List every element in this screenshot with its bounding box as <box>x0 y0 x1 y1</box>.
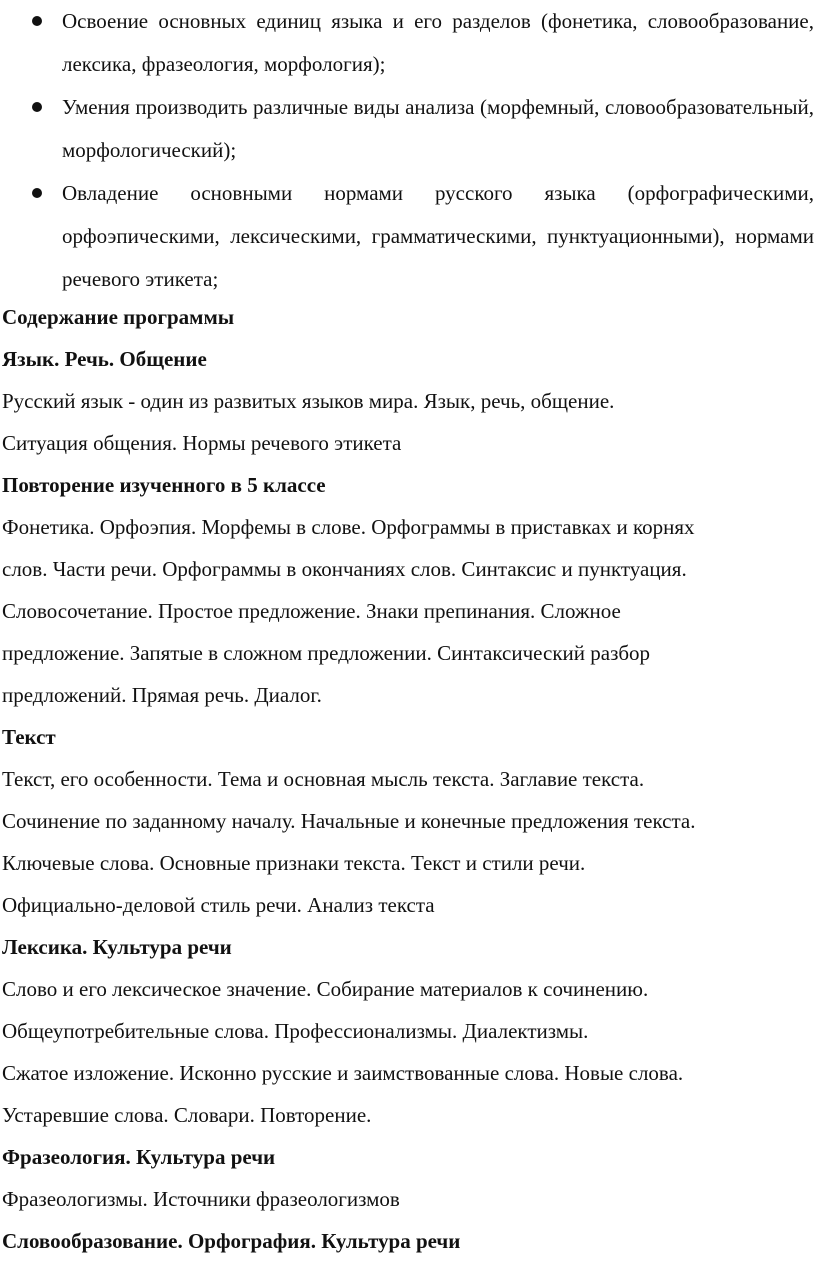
section-heading: Фразеология. Культура речи <box>2 1145 276 1169</box>
section-heading: Словообразование. Орфография. Культура речи <box>2 1229 461 1253</box>
section-heading: Повторение изученного в 5 классе <box>2 473 326 497</box>
text-line: Фонетика. Орфоэпия. Морфемы в слове. Орфограммы в приставках и корнях <box>2 515 695 539</box>
program-title: Содержание программы <box>2 305 235 329</box>
text-line: слов. Части речи. Орфограммы в окончаниях слов. Синтаксис и пунктуация. <box>2 557 687 581</box>
text-line: предложений. Прямая речь. Диалог. <box>2 683 322 707</box>
bullet-item: Овладение основными нормами русского языка (орфографическими, орфоэпическими, лексическими, грамматическими, пунктуационными), нормами речевого этикета; <box>0 172 816 301</box>
text-line: Ключевые слова. Основные признаки текста. Текст и стили речи. <box>2 851 586 875</box>
text-line: предложение. Запятые в сложном предложении. Синтаксический разбор <box>2 641 651 665</box>
text-line: Сочинение по заданному началу. Начальные и конечные предложения текста. <box>2 809 696 833</box>
bullet-list <box>0 0 816 301</box>
section-heading: Текст <box>2 725 56 749</box>
text-line: Фразеологизмы. Источники фразеологизмов <box>2 1187 400 1211</box>
text-line: Общеупотребительные слова. Профессионализмы. Диалектизмы. <box>2 1019 589 1043</box>
text-line: Текст, его особенности. Тема и основная мысль текста. Заглавие текста. <box>2 767 645 791</box>
bullet-item: Умения производить различные виды анализа (морфемный, словообразовательный, морфологический); <box>0 86 816 172</box>
text-line: Официально-деловой стиль речи. Анализ текста <box>2 893 435 917</box>
text-line: Ситуация общения. Нормы речевого этикета <box>2 431 402 455</box>
text-line: Устаревшие слова. Словари. Повторение. <box>2 1103 372 1127</box>
text-line: Словосочетание. Простое предложение. Знаки препинания. Сложное <box>2 599 621 623</box>
section-heading: Язык. Речь. Общение <box>2 347 207 371</box>
section-heading: Лексика. Культура речи <box>2 935 232 959</box>
text-line: Русский язык - один из развитых языков мира. Язык, речь, общение. <box>2 389 615 413</box>
text-line: Сжатое изложение. Исконно русские и заимствованные слова. Новые слова. <box>2 1061 684 1085</box>
text-line: Слово и его лексическое значение. Собирание материалов к сочинению. <box>2 977 649 1001</box>
bullet-item: Освоение основных единиц языка и его разделов (фонетика, словообразование, лексика, фразеология, морфология); <box>0 0 816 86</box>
